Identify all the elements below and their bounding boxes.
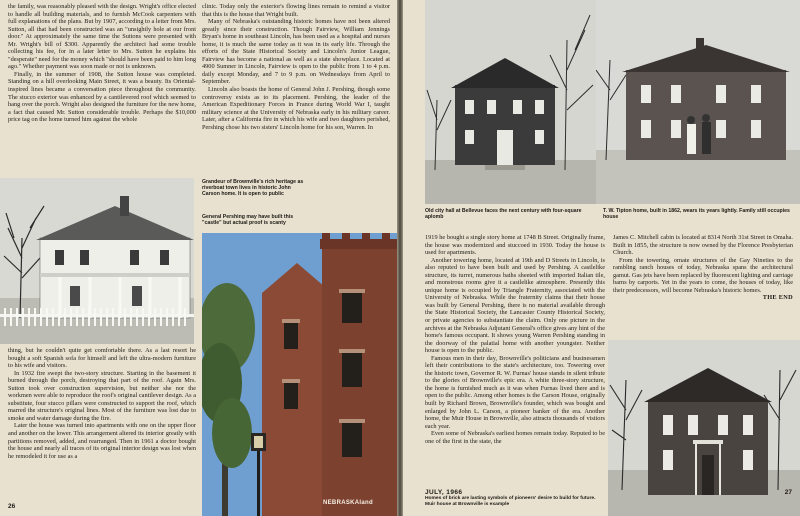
caption-carson-house: Grandeur of Brownville's rich heritage as riverboat town lives in historic John Carson home. It is open to public xyxy=(202,179,304,198)
left-col1-top xyxy=(8,3,196,175)
paragraph: In 1932 fire swept the two-story structure. Starting in the basement it burned through the porch, destroying that part of the roof. Again Mrs. Sutton took over construction supervision, but neither she nor the workmen were able to reproduce the roof's original cantilever design. As a substitute, four stucco pillars were constructed to support the roof, which marred the structure's original lines. Most of the furniture was lost due to smoke and water damage during the fire. xyxy=(8,369,196,422)
photo-credit: NEBRASKAland xyxy=(323,500,373,506)
left-col1-bottom xyxy=(8,347,196,497)
paragraph: Famous men in their day, Brownville's politicians and businessmen left their contributions to the state's architecture, too. Towering over the historic town, Governor R. W. Furnas' house stands in silent tribute to the glories of Brownville's epic era. A white three-story structure, the home is furnished much as it was when Furnas lived there and is open to the public. Among other homes is the Carson House, originally built by Richard Brown, Brownville's founder, which was bought and enlarged by John L. Carson, a pioneer banker of the era. Another home, the Muir House in Brownville, also attracts thousands of visitors each year. xyxy=(425,354,605,430)
page-number-left: 26 xyxy=(8,503,16,510)
paragraph: 1919 he bought a single story home at 1748 B Street. Originally frame, the house was modernized and stuccoed in 1930. Today the house is used for apartments. xyxy=(425,234,605,257)
caption-tipton-home: T. W. Tipton home, built in 1862, wears its years lightly. Family still occupies house xyxy=(603,208,790,221)
paragraph: Finally, in the summer of 1908, the Sutton house was completed. Standing on a hill overlooking Main Street, it was a beauty. Its Oriental-inspired lines became a conversation piece throughout the community. The stucco exterior was enhanced by a cantilevered roof which seemed to hang over the porch. Wright also designed the furniture for the new home, a fact that caused Mr. Sutton considerable trouble. Perhaps the $10,000 price tag on the home turned him against the whole xyxy=(8,70,196,124)
bellevue-city-hall-photo xyxy=(425,0,596,204)
paragraph: Another towering home, located at 19th and D Streets in Lincoln, is also reputed to have been built and used by Pershing. A castlelike structure, its turret, numerous baths sheeted with imported Italian tile, and monstrous rooms give it a castlelike atmosphere. Presently this unique home is occupied by Triangle Fraternity, associated with the University of Nebraska. While the fraternity claims that their house was built by General Pershing, there is no material available through the State Historical Society, the Lancaster County Historical Society, or private agencies to substantiate the claim. Only one picture in the archives at the Nebraska Adjutant General's office gives any hint of the home's famous occupant. It shows young Warren Pershing standing in the doorway of the palatial home with another youngster. Neither house is open to the public. xyxy=(425,256,605,355)
carson-house-photo xyxy=(0,178,194,344)
paragraph: James C. Mitchell cabin is located at 8314 North 31st Street in Omaha. Built in 1855, the structure is now owned by the Florence Presbyterian Church. xyxy=(613,234,793,257)
issue-date: JULY, 1966 xyxy=(425,489,463,496)
paragraph: From the towering, ornate structures of the Gay Nineties to the rambling ranch houses of today, Nebraska spans the architectural gamut. Gas jets have been replaced by fluorescent lighting and carriage barns by carports. Yet in the years to come, the houses of today, like their predecessors, will become Nebraska's historic homes. xyxy=(613,256,793,294)
paragraph: Many of Nebraska's outstanding historic homes have not been altered greatly since their construction. Though Fairview, William Jennings Bryan's home in southeast Lincoln, has been used as a hospital and nurses home, it is much the same today as it was in its early life. Through the efforts of the State Historical Society and Lincoln's Junior League, Fairview has become a national as well as a state showplace. Located at 4900 Sumner in Lincoln, Fairview is open to the public from 1 to 4 p.m. daily except Monday, and 7 to 9 p.m. on Wednesdays from April to September. xyxy=(202,18,390,86)
the-end-marker: THE END xyxy=(762,294,793,302)
right-col2 xyxy=(613,234,793,338)
page-number-right: 27 xyxy=(784,489,792,496)
paragraph: clinic. Today only the exterior's flowing lines remain to remind a visitor that this is the house that Wright built. xyxy=(202,3,390,18)
muir-house-photo xyxy=(608,340,800,516)
tipton-home-photo xyxy=(596,0,800,204)
caption-bellevue-city-hall: Old city hall at Bellevue faces the next century with four-square aplomb xyxy=(425,208,582,221)
caption-muir-house: Homes of brick are lasting symbols of pioneers' desire to build for future. Muir house at Brownville is example xyxy=(425,496,596,507)
paragraph: thing, but he couldn't quite get comfortable there. As a last resort he bought a soft Spanish sofa for himself and left the ultra-modern furniture to his wife and visitors. xyxy=(8,347,196,370)
left-page xyxy=(0,0,397,516)
pershing-castle-photo xyxy=(202,233,397,516)
paragraph: Even some of Nebraska's earliest homes remain today. Reputed to be one of the first in the state, the xyxy=(425,430,605,445)
right-col1 xyxy=(425,234,605,497)
paragraph: Later the house was turned into apartments with one on the upper floor and another on the lower. This arrangement altered its interior greatly with partitions removed, added, and rearranged. Then in 1961 a doctor bought the house and nearly all traces of its original interior design was lost when he remodeled it for use as a xyxy=(8,422,196,460)
right-page xyxy=(403,0,800,516)
left-col2-top xyxy=(202,3,390,175)
paragraph: the family, was reasonably pleased with the design. Wright's office elected to handle all building materials, and to furnish McCook carpenters with full explanations of the plans. But by 1907, according to a letter from Mrs. Sutton, all that had been constructed was an "unsightly hole at our front door." At approximately the same time the Suttons were presented with Mr. Wright's bill of $300. Apparently the architect had some trouble collecting his fee, for in a later letter to Mrs. Sutton he explains his "desperate" need for the money which "should have been paid to him long ago." Whether payment was soon made or not is unknown. xyxy=(8,3,196,71)
paragraph: Lincoln also boasts the home of General John J. Pershing, though some controversy exists as to its placement. Pershing, the leader of the American Expeditionary Forces in France during World War I, taught military science at the University of Nebraska early in his military career. Later, after a California fire in which his wife and two daughters perished, Pershing chose his two sisters' Lincoln home for his son, Warren. In xyxy=(202,86,390,131)
caption-pershing-castle: General Pershing may have built this "castle" but actual proof is scanty xyxy=(202,214,294,227)
